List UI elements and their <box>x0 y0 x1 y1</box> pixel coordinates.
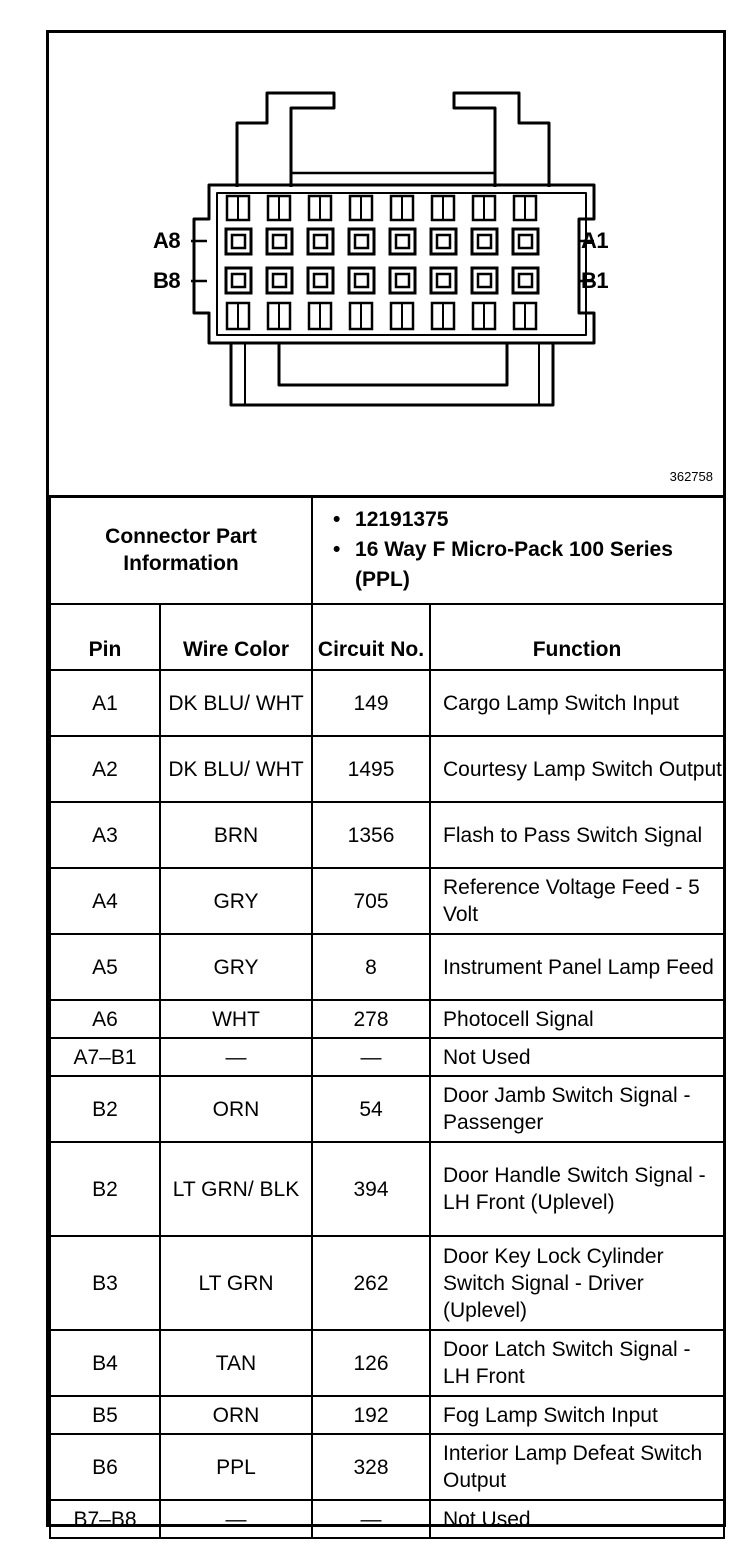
terminal-slot-top <box>227 196 249 220</box>
circuit-cell: — <box>312 1500 430 1538</box>
cavity-row-a <box>349 229 374 254</box>
cavity-row-a <box>390 229 415 254</box>
pin-cell: A5 <box>50 934 160 1000</box>
function-cell: Door Key Lock Cylinder Switch Signal - Driver (Uplevel) <box>430 1236 724 1330</box>
pin-cell: B2 <box>50 1142 160 1236</box>
pin-cell: A2 <box>50 736 160 802</box>
table-row <box>50 1076 724 1142</box>
table-row <box>50 736 724 802</box>
cavity-row-b <box>267 268 292 293</box>
connector-document <box>46 30 726 1531</box>
circuit-cell: 705 <box>312 868 430 934</box>
cavity-row-b <box>431 268 456 293</box>
function-cell: Not Used <box>430 1038 724 1076</box>
circuit-cell: 192 <box>312 1396 430 1434</box>
wire-color-cell: GRY <box>160 868 312 934</box>
connector-drawing <box>49 33 723 495</box>
pin-cell: B2 <box>50 1076 160 1142</box>
table-row <box>50 868 724 934</box>
table-header-row <box>50 604 724 670</box>
wire-color-cell: LT GRN <box>160 1236 312 1330</box>
wire-color-cell: WHT <box>160 1000 312 1038</box>
terminal-slot-top <box>309 196 331 220</box>
terminal-slot-top <box>514 196 536 220</box>
function-cell: Instrument Panel Lamp Feed <box>430 934 724 1000</box>
wire-color-cell: DK BLU/ WHT <box>160 736 312 802</box>
circuit-cell: 278 <box>312 1000 430 1038</box>
circuit-cell: 262 <box>312 1236 430 1330</box>
table-row <box>50 670 724 736</box>
wire-color-cell: — <box>160 1038 312 1076</box>
pin-cell: A6 <box>50 1000 160 1038</box>
part-number: • 12191375 <box>355 505 723 535</box>
terminal-slot-bottom <box>309 303 331 329</box>
terminal-slot-bottom <box>227 303 249 329</box>
circuit-cell: 394 <box>312 1142 430 1236</box>
header-circuit: Circuit No. <box>312 604 430 670</box>
pin-label-a1: A1 <box>581 228 609 253</box>
terminal-slot-bottom <box>432 303 454 329</box>
pin-cell: B4 <box>50 1330 160 1396</box>
cavity-row-b <box>513 268 538 293</box>
pin-cell: A7–B1 <box>50 1038 160 1076</box>
cavity-row-b <box>308 268 333 293</box>
function-cell: Flash to Pass Switch Signal <box>430 802 724 868</box>
cavity-row-b <box>349 268 374 293</box>
cavity-row-a <box>226 229 251 254</box>
table-row <box>50 1330 724 1396</box>
pinout-table <box>49 495 725 1539</box>
function-cell: Not Used <box>430 1500 724 1538</box>
table-row <box>50 1396 724 1434</box>
terminal-slot-top <box>350 196 372 220</box>
function-cell: Door Jamb Switch Signal - Passenger <box>430 1076 724 1142</box>
header-wire-color: Wire Color <box>160 604 312 670</box>
pin-cell: B6 <box>50 1434 160 1500</box>
circuit-cell: 1495 <box>312 736 430 802</box>
header-pin: Pin <box>50 604 160 670</box>
table-row <box>50 1236 724 1330</box>
cavity-row-b <box>472 268 497 293</box>
terminal-slot-bottom <box>268 303 290 329</box>
circuit-cell: — <box>312 1038 430 1076</box>
cavity-row-a <box>513 229 538 254</box>
terminal-slot-bottom <box>473 303 495 329</box>
function-cell: Cargo Lamp Switch Input <box>430 670 724 736</box>
cavity-row-a <box>267 229 292 254</box>
connector-info-details <box>312 496 724 604</box>
pin-cell: B5 <box>50 1396 160 1434</box>
table-row <box>50 1142 724 1236</box>
table-row <box>50 1434 724 1500</box>
cavity-row-a <box>431 229 456 254</box>
circuit-cell: 1356 <box>312 802 430 868</box>
terminal-slot-top <box>268 196 290 220</box>
terminal-slot-top <box>391 196 413 220</box>
terminal-slot-bottom <box>350 303 372 329</box>
function-cell: Photocell Signal <box>430 1000 724 1038</box>
pin-label-b8: B8 <box>153 268 181 293</box>
pin-cell: B7–B8 <box>50 1500 160 1538</box>
cavity-row-b <box>226 268 251 293</box>
terminal-slot-bottom <box>391 303 413 329</box>
wire-color-cell: ORN <box>160 1076 312 1142</box>
wire-color-cell: ORN <box>160 1396 312 1434</box>
cavity-row-a <box>472 229 497 254</box>
table-row <box>50 934 724 1000</box>
connector-diagram <box>49 33 723 498</box>
connector-description: • 16 Way F Micro-Pack 100 Series (PPL) <box>355 535 723 595</box>
function-cell: Interior Lamp Defeat Switch Output <box>430 1434 724 1500</box>
terminal-slot-top <box>432 196 454 220</box>
figure-id: 362758 <box>669 469 713 484</box>
wire-color-cell: PPL <box>160 1434 312 1500</box>
table-row <box>50 1500 724 1538</box>
pin-cell: A4 <box>50 868 160 934</box>
terminal-slot-bottom <box>514 303 536 329</box>
wire-color-cell: — <box>160 1500 312 1538</box>
table-row <box>50 1000 724 1038</box>
table-body <box>50 670 724 1538</box>
pin-label-a8: A8 <box>153 228 181 253</box>
pin-label-b1: B1 <box>581 268 609 293</box>
function-cell: Courtesy Lamp Switch Output <box>430 736 724 802</box>
cavity-row-b <box>390 268 415 293</box>
wire-color-cell: DK BLU/ WHT <box>160 670 312 736</box>
wire-color-cell: GRY <box>160 934 312 1000</box>
pin-cell: A1 <box>50 670 160 736</box>
cavity-row-a <box>308 229 333 254</box>
terminal-slot-top <box>473 196 495 220</box>
function-cell: Door Latch Switch Signal - LH Front <box>430 1330 724 1396</box>
connector-info-label: Connector Part Information <box>50 496 312 604</box>
table-row <box>50 1038 724 1076</box>
pin-cell: A3 <box>50 802 160 868</box>
connector-info-row <box>50 496 724 604</box>
table-row <box>50 802 724 868</box>
circuit-cell: 126 <box>312 1330 430 1396</box>
circuit-cell: 328 <box>312 1434 430 1500</box>
pin-cavities <box>226 196 538 329</box>
circuit-cell: 8 <box>312 934 430 1000</box>
pin-cell: B3 <box>50 1236 160 1330</box>
circuit-cell: 54 <box>312 1076 430 1142</box>
function-cell: Door Handle Switch Signal - LH Front (Uplevel) <box>430 1142 724 1236</box>
wire-color-cell: LT GRN/ BLK <box>160 1142 312 1236</box>
wire-color-cell: BRN <box>160 802 312 868</box>
circuit-cell: 149 <box>312 670 430 736</box>
wire-color-cell: TAN <box>160 1330 312 1396</box>
function-cell: Fog Lamp Switch Input <box>430 1396 724 1434</box>
header-function: Function <box>430 604 724 670</box>
function-cell: Reference Voltage Feed - 5 Volt <box>430 868 724 934</box>
